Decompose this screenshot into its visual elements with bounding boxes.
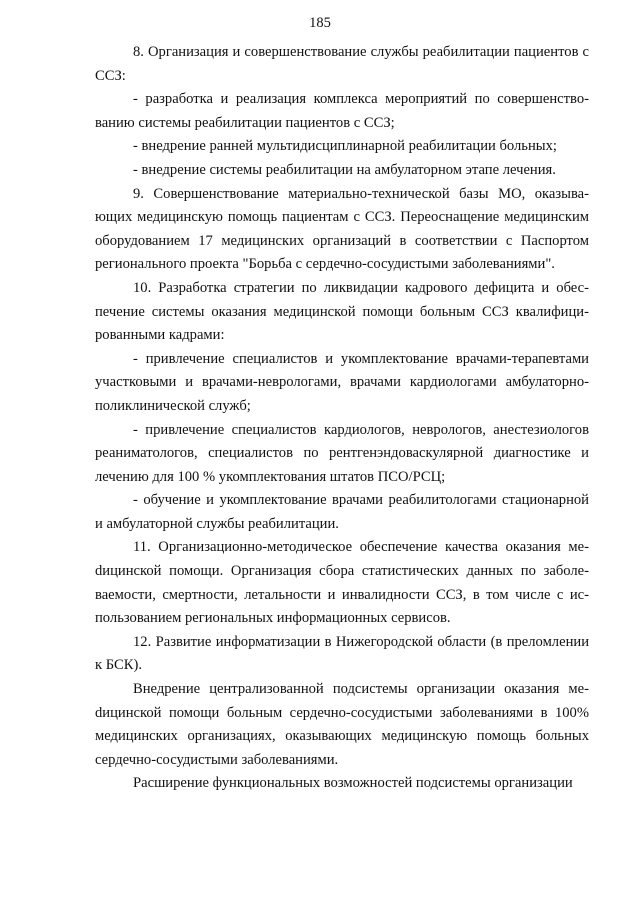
section-8-heading: 8. Организация и совершенствование службы реабилитации пациентов с ССЗ: xyxy=(95,44,589,84)
list-item-specialists: - привлечение специалистов кардиологов, неврологов, анестезиологов реаниматологов, специалистов по рентгенэндоваскулярной диагностике и лечению для 100 % укомплектования штатов ПСО/РСЦ; xyxy=(95,421,589,485)
section-11-paragraph: 11. Организационно-методическое обеспечение качества оказания меdицинской помощи. Организация сбора статистических данных по заболеваемости, смертности, летальности и инвалидности ССЗ, в том числе с использованием региональных информационных сервисов. xyxy=(95,539,589,627)
subsystem-expansion-paragraph: Расширение функциональных возможностей подсистемы организации xyxy=(133,775,573,792)
list-item-rehab-training: - обучение и укомплектование врачами реабилитологами стационарной и амбулаторной службы реабилитации. xyxy=(95,492,589,532)
document-body xyxy=(95,41,589,796)
list-item-early-rehab: - внедрение ранней мультидисциплинарной реабилитации больных; xyxy=(133,138,557,155)
centralized-subsystem-paragraph: Внедрение централизованной подсистемы организации оказания меdицинской помощи больным сердечно-сосудистыми заболеваниями в 100% медицинских организациях, оказывающих медицинскую помощь больных сердечно-сосудистыми заболеваниями. xyxy=(95,681,589,768)
page-number: 185 xyxy=(309,15,331,31)
section-9-paragraph: 9. Совершенствование материально-технической базы МО, оказывающих медицинскую помощь пациентам с ССЗ. Переоснащение медицинским оборудованием 17 медицинских организаций в соответствии с Паспортом регионального проекта "Борьба с сердечно-сосудистыми заболеваниями". xyxy=(95,185,589,273)
list-item-outpatient-rehab: - внедрение системы реабилитации на амбулаторном этапе лечения. xyxy=(133,161,556,178)
list-item-therapists: - привлечение специалистов и укомплектование врачами-терапевтами участковыми и врачами-неврологами, врачами кардиологами амбулаторно-поликлинической служб; xyxy=(95,350,589,414)
section-10-heading: 10. Разработка стратегии по ликвидации кадрового дефицита и обеспечение системы оказания медицинской помощи больным ССЗ квалифицированными кадрами: xyxy=(95,279,589,344)
section-12-heading: 12. Развитие информатизации в Нижегородской области (в преломлении к БСК). xyxy=(95,633,589,674)
list-item-rehab-system: - разработка и реализация комплекса мероприятий по совершенствованию системы реабилитации пациентов с ССЗ; xyxy=(95,91,589,131)
